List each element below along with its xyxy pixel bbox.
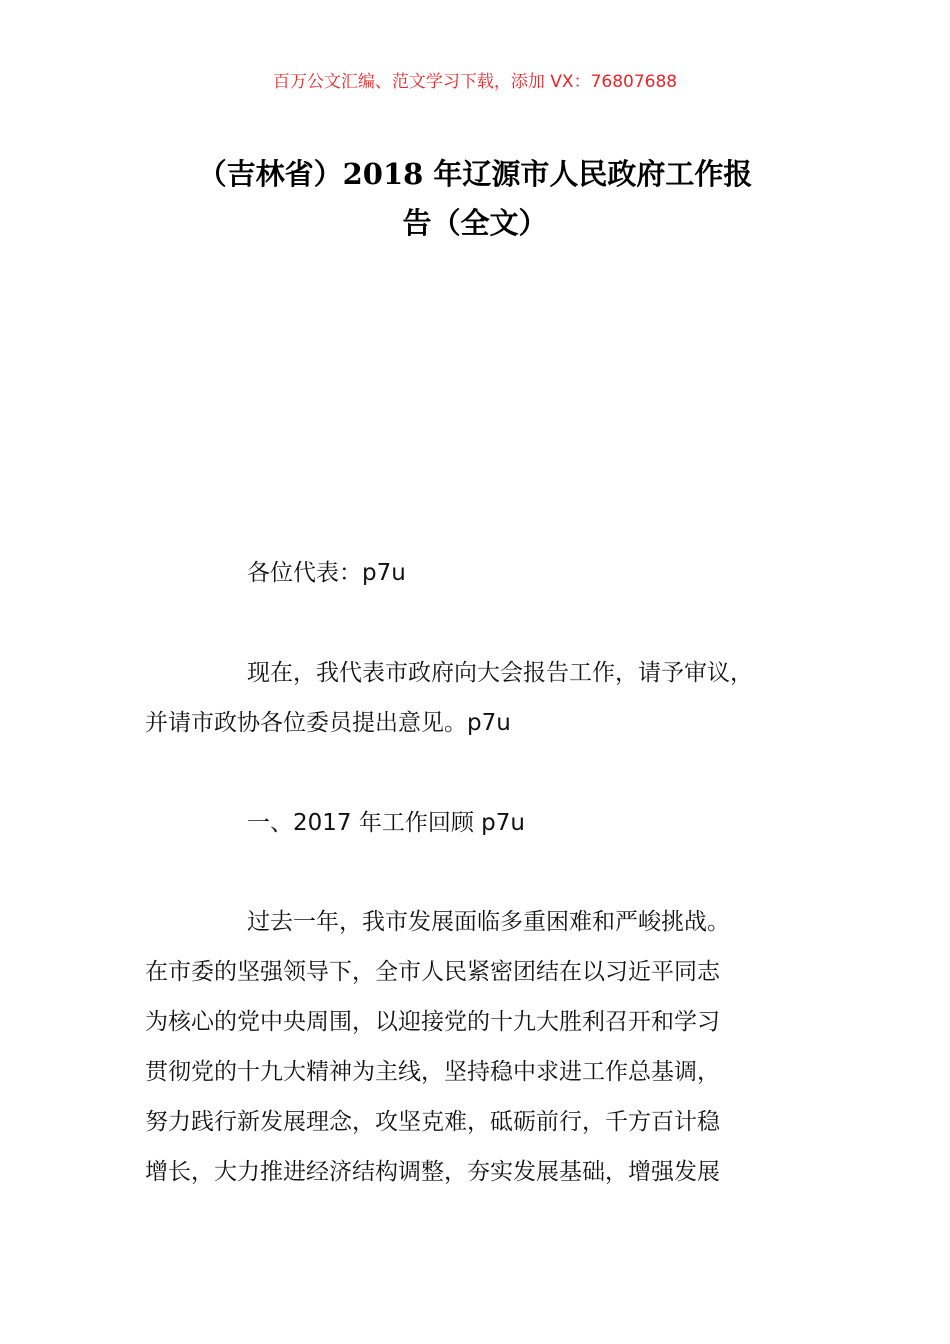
title-line-2: 告（全文） [402,206,548,240]
review-line-4: 贯彻党的十九大精神为主线，坚持稳中求进工作总基调， [145,1059,720,1085]
intro-paragraph [145,648,810,748]
section-heading-paragraph [145,798,810,848]
review-paragraph [145,897,810,1197]
review-line-1: 过去一年，我市发展面临多重困难和严峻挑战。 [247,909,730,935]
section-1-heading: 一、2017 年工作回顾 p7u [247,810,525,836]
salutation-paragraph [145,548,810,598]
review-line-2: 在市委的坚强领导下，全市人民紧密团结在以习近平同志 [145,959,720,985]
review-line-6: 增长，大力推进经济结构调整，夯实发展基础，增强发展 [145,1159,720,1185]
title-line-1: （吉林省）2018 年辽源市人民政府工作报 [197,157,753,191]
intro-line-1: 现在，我代表市政府向大会报告工作，请予审议， [247,660,753,686]
document-title [145,150,805,248]
review-line-5: 努力践行新发展理念，攻坚克难，砥砺前行，千方百计稳 [145,1109,720,1135]
review-line-3: 为核心的党中央周围，以迎接党的十九大胜利召开和学习 [145,1009,720,1035]
salutation-text: 各位代表：p7u [247,560,406,586]
header-note: 百万公文汇编、范文学习下载，添加 VX：76807688 [272,72,678,92]
intro-line-2: 并请市政协各位委员提出意见。p7u [145,710,511,736]
